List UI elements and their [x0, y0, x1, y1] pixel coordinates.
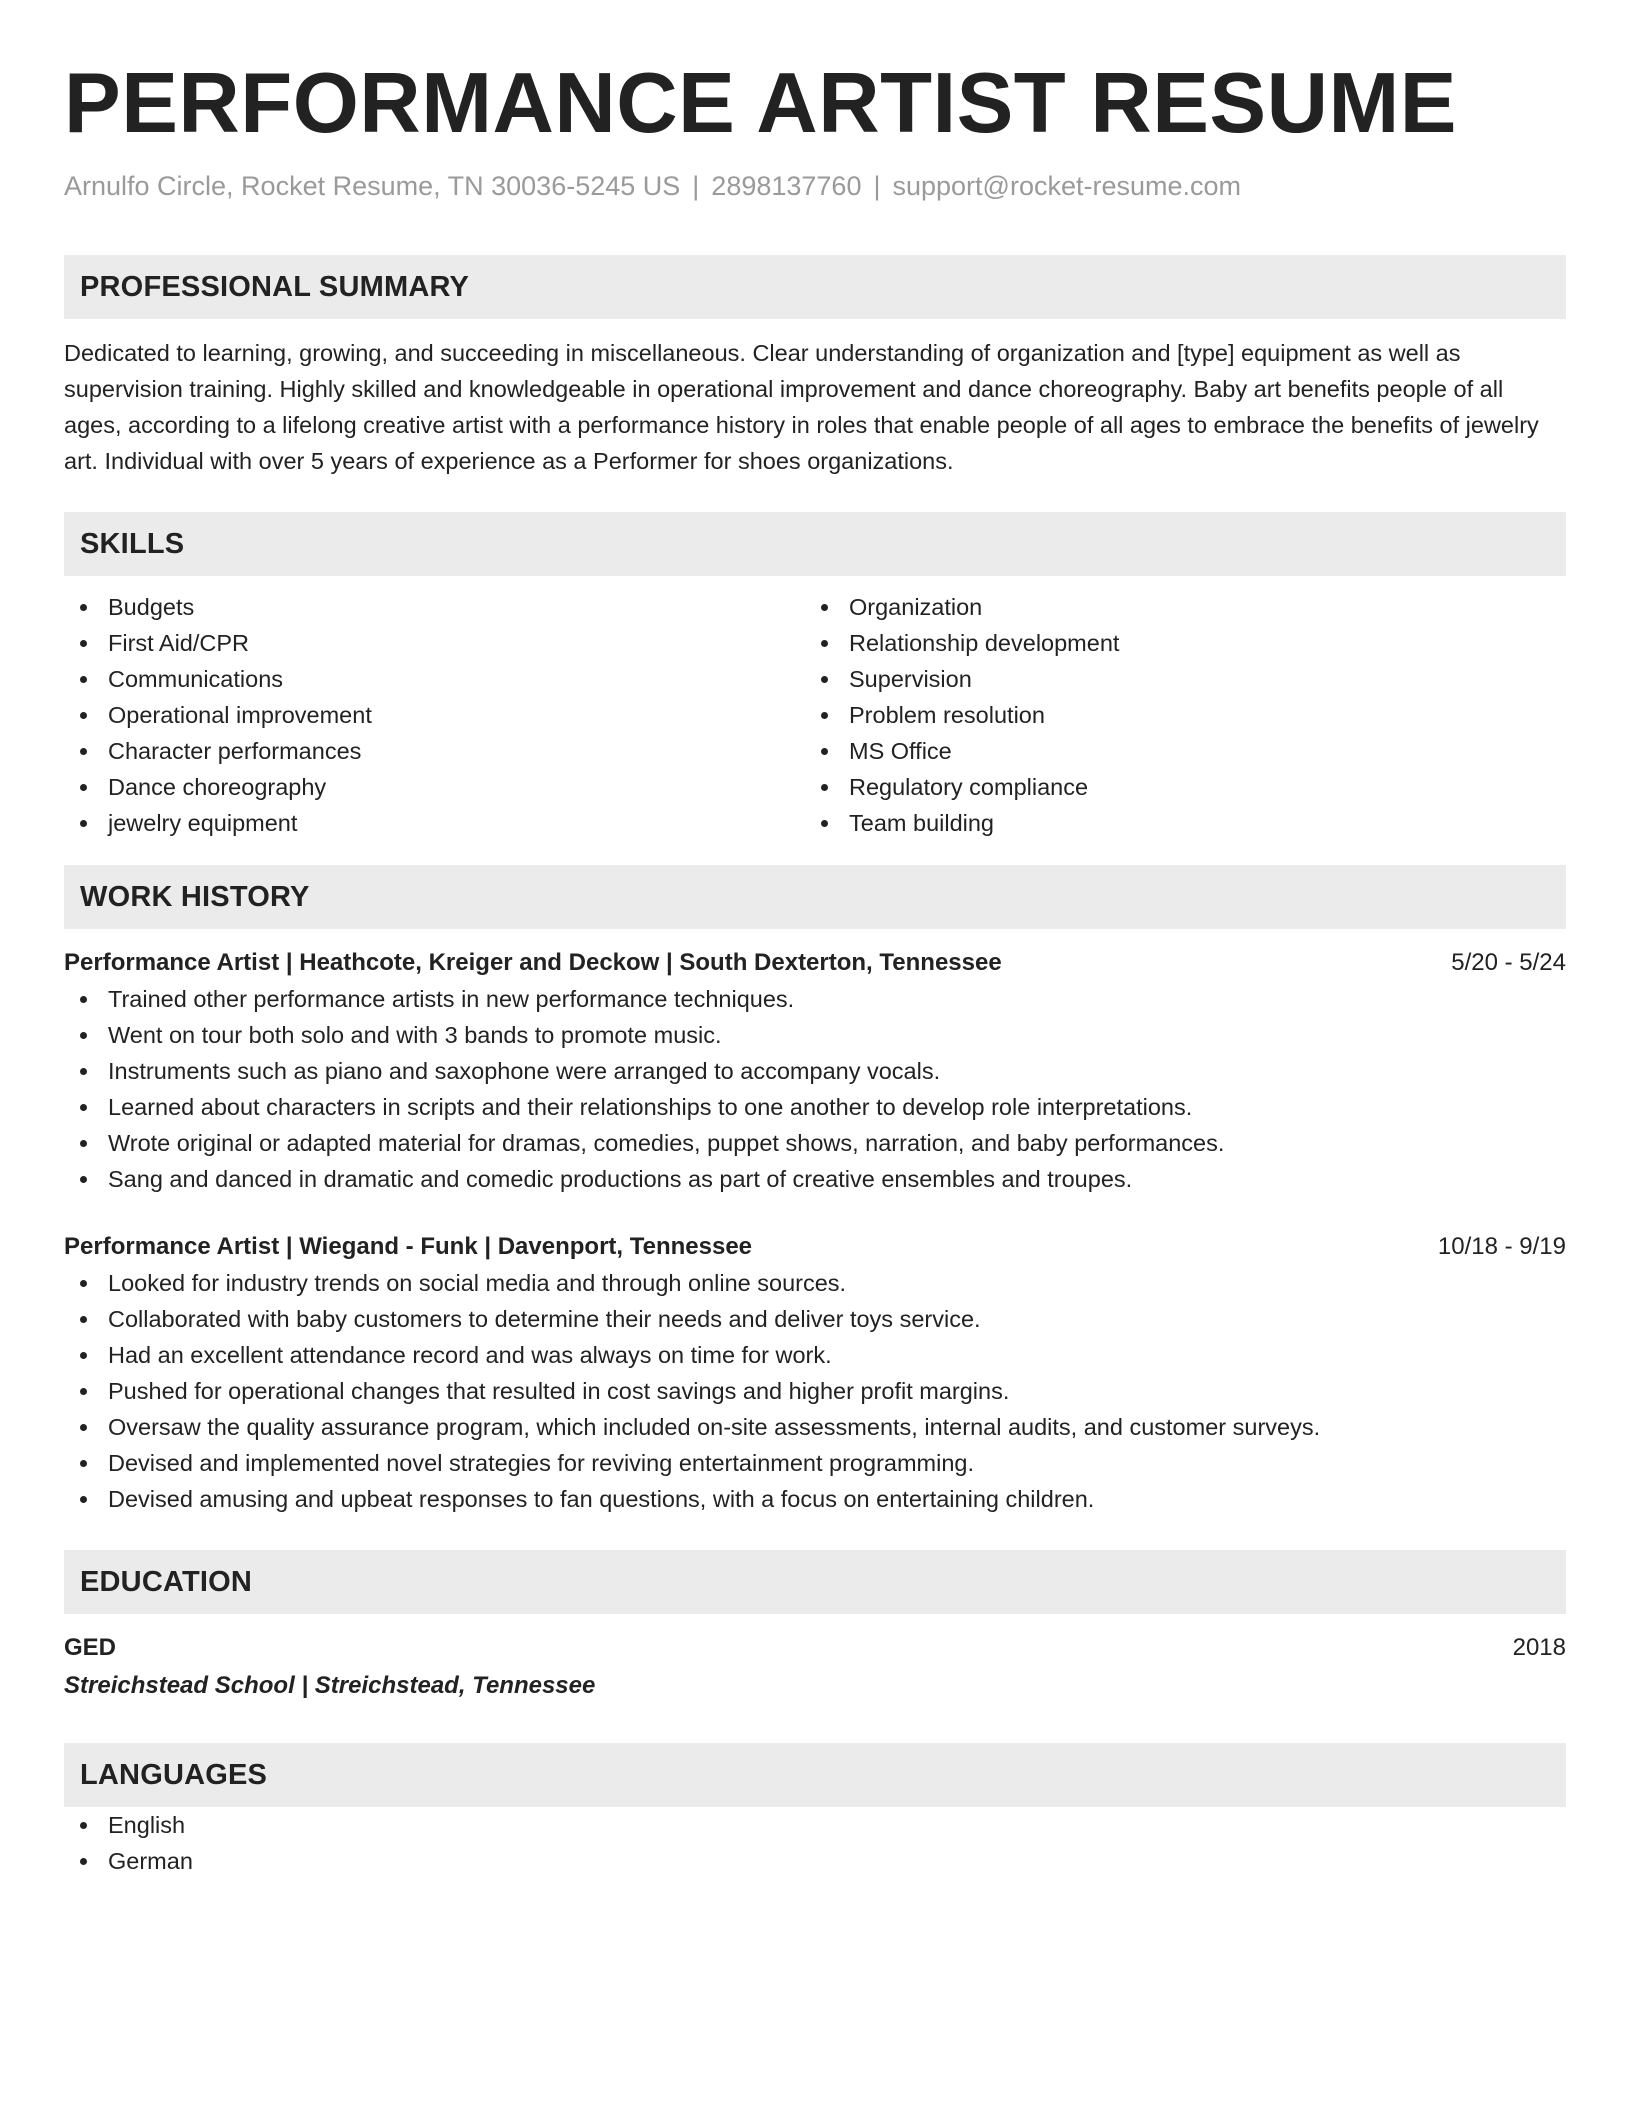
- job-bullet: Collaborated with baby customers to determine their needs and deliver toys service.: [64, 1301, 1566, 1337]
- skill-item: jewelry equipment: [64, 805, 805, 841]
- contact-separator: |: [873, 171, 881, 201]
- skill-item: Supervision: [805, 661, 1546, 697]
- skill-item: MS Office: [805, 733, 1546, 769]
- job-bullet: Wrote original or adapted material for dramas, comedies, puppet shows, narration, and baby performances.: [64, 1125, 1566, 1161]
- skill-item: Character performances: [64, 733, 805, 769]
- skill-item: Organization: [805, 589, 1546, 625]
- education-entry: [64, 1630, 1566, 1666]
- languages-list: [64, 1807, 1566, 1879]
- education-year: 2018: [1512, 1634, 1566, 1661]
- job-dates: 10/18 - 9/19: [1437, 1233, 1566, 1260]
- job-header: [64, 945, 1566, 981]
- job-bullet: Looked for industry trends on social media and through online sources.: [64, 1265, 1566, 1301]
- job-bullet: Went on tour both solo and with 3 bands to promote music.: [64, 1017, 1566, 1053]
- job-entry: [64, 1229, 1566, 1517]
- contact-address: Arnulfo Circle, Rocket Resume, TN 30036-5245 US: [64, 171, 681, 201]
- skills-right-list: [805, 589, 1546, 841]
- job-bullet: Had an excellent attendance record and was always on time for work.: [64, 1337, 1566, 1373]
- skill-item: Relationship development: [805, 625, 1546, 661]
- skill-item: Dance choreography: [64, 769, 805, 805]
- skills-grid: [64, 589, 1566, 841]
- language-item: English: [64, 1807, 1566, 1843]
- job-bullet: Instruments such as piano and saxophone were arranged to accompany vocals.: [64, 1053, 1566, 1089]
- languages-heading: LANGUAGES: [64, 1743, 1566, 1807]
- work-history-heading: WORK HISTORY: [64, 865, 1566, 929]
- skill-item: Team building: [805, 805, 1546, 841]
- job-bullet: Pushed for operational changes that resulted in cost savings and higher profit margins.: [64, 1373, 1566, 1409]
- job-bullet: Learned about characters in scripts and their relationships to one another to develop role interpretations.: [64, 1089, 1566, 1125]
- contact-phone: 2898137760: [711, 171, 862, 201]
- skill-item: Regulatory compliance: [805, 769, 1546, 805]
- contact-email: support@rocket-resume.com: [892, 171, 1242, 201]
- resume-title: PERFORMANCE ARTIST RESUME: [64, 56, 1458, 151]
- contact-line: [64, 168, 1566, 204]
- language-item: German: [64, 1843, 1566, 1879]
- skill-item: Budgets: [64, 589, 805, 625]
- summary-text: Dedicated to learning, growing, and succeeding in miscellaneous. Clear understanding of organization and [type] equipment as well as supervision training. Highly skilled and knowledgeable in operational improvement and dance choreography. Baby art benefits people of all ages, according to a lifelong creative artist with a performance history in roles that enable people of all ages to embrace the benefits of jewelry art. Individual with over 5 years of experience as a Performer for shoes organizations.: [64, 340, 1539, 474]
- skill-item: Problem resolution: [805, 697, 1546, 733]
- job-bullet-list: [64, 1265, 1566, 1517]
- job-header: [64, 1229, 1566, 1265]
- skill-item: Operational improvement: [64, 697, 805, 733]
- job-title: Performance Artist | Wiegand - Funk | Davenport, Tennessee: [64, 1233, 753, 1260]
- contact-separator: |: [692, 171, 700, 201]
- job-bullet: Oversaw the quality assurance program, which included on-site assessments, internal audits, and customer surveys.: [64, 1409, 1566, 1445]
- job-title: Performance Artist | Heathcote, Kreiger and Deckow | South Dexterton, Tennessee: [64, 949, 1002, 976]
- job-entry: [64, 945, 1566, 1197]
- skills-left-list: [64, 589, 805, 841]
- skills-heading: SKILLS: [64, 512, 1566, 576]
- summary-heading: PROFESSIONAL SUMMARY: [64, 255, 1566, 319]
- skill-item: Communications: [64, 661, 805, 697]
- job-bullet-list: [64, 981, 1566, 1197]
- resume-page: [64, 0, 1566, 1879]
- education-degree: GED: [64, 1634, 117, 1661]
- job-dates: 5/20 - 5/24: [1451, 949, 1566, 976]
- skill-item: First Aid/CPR: [64, 625, 805, 661]
- job-bullet: Devised amusing and upbeat responses to fan questions, with a focus on entertaining children.: [64, 1481, 1566, 1517]
- job-bullet: Trained other performance artists in new performance techniques.: [64, 981, 1566, 1017]
- education-heading: EDUCATION: [64, 1550, 1566, 1614]
- job-bullet: Devised and implemented novel strategies for reviving entertainment programming.: [64, 1445, 1566, 1481]
- job-bullet: Sang and danced in dramatic and comedic productions as part of creative ensembles and troupes.: [64, 1161, 1566, 1197]
- education-school: Streichstead School | Streichstead, Tennessee: [64, 1672, 596, 1699]
